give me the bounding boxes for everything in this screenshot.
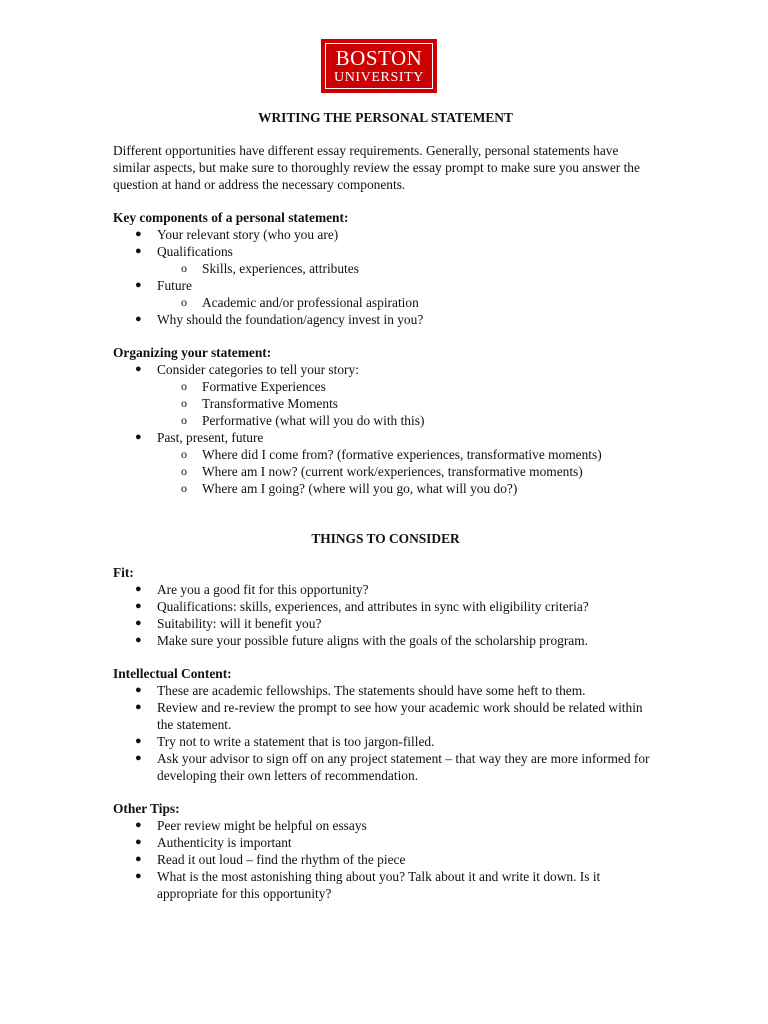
sub-list-item-text: Performative (what will you do with this)	[202, 413, 425, 428]
bullet-icon: ●	[135, 684, 142, 696]
fit-heading: Fit:	[113, 565, 134, 580]
sub-list-item	[157, 480, 658, 497]
list-item	[113, 598, 658, 615]
list-item-text: Ask your advisor to sign off on any project statement – that way they are more informed for developing their own letters of recommendation.	[157, 751, 650, 783]
bullet-icon: ●	[135, 245, 142, 257]
intellectual-content-list	[113, 682, 658, 784]
list-item	[113, 750, 658, 784]
bullet-icon: ●	[135, 735, 142, 747]
sub-list-item-text: Skills, experiences, attributes	[202, 261, 359, 276]
sub-list-item	[157, 378, 658, 395]
sub-list-item-text: Transformative Moments	[202, 396, 339, 411]
sub-list-item-text: Formative Experiences	[202, 379, 326, 394]
list-item	[113, 581, 658, 598]
bullet-icon: ●	[135, 583, 142, 595]
list-item-text: Peer review might be helpful on essays	[157, 818, 367, 833]
list-item	[113, 243, 658, 277]
list-item	[113, 868, 658, 902]
fit-list	[113, 581, 658, 649]
logo-text-boston: BOSTON	[335, 45, 423, 70]
section-title-things-to-consider: THINGS TO CONSIDER	[311, 531, 460, 546]
key-components-heading: Key components of a personal statement:	[113, 210, 349, 225]
logo-frame	[325, 43, 433, 89]
sub-list	[157, 378, 658, 429]
boston-university-logo	[321, 39, 437, 93]
organizing-heading: Organizing your statement:	[113, 345, 272, 360]
bullet-icon: ●	[135, 853, 142, 865]
hollow-bullet-icon: o	[181, 379, 187, 393]
sub-list	[157, 260, 658, 277]
list-item-text: Future	[157, 278, 192, 293]
bullet-icon: ●	[135, 617, 142, 629]
list-item-text: What is the most astonishing thing about you? Talk about it and write it down. Is it appropriate for this opportunity?	[157, 869, 601, 901]
hollow-bullet-icon: o	[181, 261, 187, 275]
hollow-bullet-icon: o	[181, 396, 187, 410]
list-item-text: Consider categories to tell your story:	[157, 362, 359, 377]
list-item-text: Are you a good fit for this opportunity?	[157, 582, 369, 597]
list-item-text: Review and re-review the prompt to see how your academic work should be related within the statement.	[157, 700, 643, 732]
list-item	[113, 834, 658, 851]
list-item	[113, 311, 658, 328]
other-tips-heading: Other Tips:	[113, 801, 180, 816]
sub-list-item	[157, 294, 658, 311]
list-item	[113, 817, 658, 834]
sub-list-item-text: Academic and/or professional aspiration	[202, 295, 419, 310]
sub-list-item	[157, 395, 658, 412]
bullet-icon: ●	[135, 431, 142, 443]
sub-list-item-text: Where am I going? (where will you go, what will you do?)	[202, 481, 518, 496]
list-item-text: Why should the foundation/agency invest in you?	[157, 312, 424, 327]
list-item-text: Suitability: will it benefit you?	[157, 616, 322, 631]
list-item-text: Read it out loud – find the rhythm of the piece	[157, 852, 406, 867]
sub-list-item	[157, 463, 658, 480]
bullet-icon: ●	[135, 634, 142, 646]
list-item	[113, 361, 658, 429]
list-item-text: Qualifications: skills, experiences, and attributes in sync with eligibility criteria?	[157, 599, 589, 614]
intellectual-content-heading: Intellectual Content:	[113, 666, 232, 681]
bullet-icon: ●	[135, 836, 142, 848]
list-item	[113, 277, 658, 311]
list-item	[113, 682, 658, 699]
bullet-icon: ●	[135, 228, 142, 240]
bullet-icon: ●	[135, 701, 142, 713]
bullet-icon: ●	[135, 279, 142, 291]
list-item-text: Your relevant story (who you are)	[157, 227, 339, 242]
list-item	[113, 851, 658, 868]
intro-paragraph: Different opportunities have different essay requirements. Generally, personal statements have similar aspects, but make sure to thoroughly review the essay prompt to make sure you answer the question at hand or address the necessary components.	[113, 143, 640, 192]
list-item-text: Qualifications	[157, 244, 233, 259]
organizing-list	[113, 361, 658, 497]
key-components-list	[113, 226, 658, 328]
sub-list-item-text: Where did I come from? (formative experiences, transformative moments)	[202, 447, 602, 462]
hollow-bullet-icon: o	[181, 295, 187, 309]
list-item	[113, 733, 658, 750]
hollow-bullet-icon: o	[181, 464, 187, 478]
bullet-icon: ●	[135, 870, 142, 882]
logo-text-university: UNIVERSITY	[334, 69, 424, 85]
sub-list	[157, 446, 658, 497]
list-item-text: Authenticity is important	[157, 835, 292, 850]
list-item-text: Try not to write a statement that is too jargon-filled.	[157, 734, 435, 749]
bullet-icon: ●	[135, 752, 142, 764]
document-title: WRITING THE PERSONAL STATEMENT	[258, 110, 513, 125]
list-item	[113, 699, 658, 733]
list-item-text: Make sure your possible future aligns with the goals of the scholarship program.	[157, 633, 589, 648]
other-tips-list	[113, 817, 658, 902]
sub-list	[157, 294, 658, 311]
list-item	[113, 226, 658, 243]
sub-list-item-text: Where am I now? (current work/experiences, transformative moments)	[202, 464, 583, 479]
hollow-bullet-icon: o	[181, 447, 187, 461]
sub-list-item	[157, 446, 658, 463]
bullet-icon: ●	[135, 819, 142, 831]
list-item-text: Past, present, future	[157, 430, 264, 445]
list-item-text: These are academic fellowships. The statements should have some heft to them.	[157, 683, 586, 698]
hollow-bullet-icon: o	[181, 413, 187, 427]
sub-list-item	[157, 260, 658, 277]
hollow-bullet-icon: o	[181, 481, 187, 495]
bullet-icon: ●	[135, 363, 142, 375]
list-item	[113, 632, 658, 649]
document-body	[113, 109, 658, 902]
sub-list-item	[157, 412, 658, 429]
list-item	[113, 429, 658, 497]
list-item	[113, 615, 658, 632]
bullet-icon: ●	[135, 600, 142, 612]
bullet-icon: ●	[135, 313, 142, 325]
